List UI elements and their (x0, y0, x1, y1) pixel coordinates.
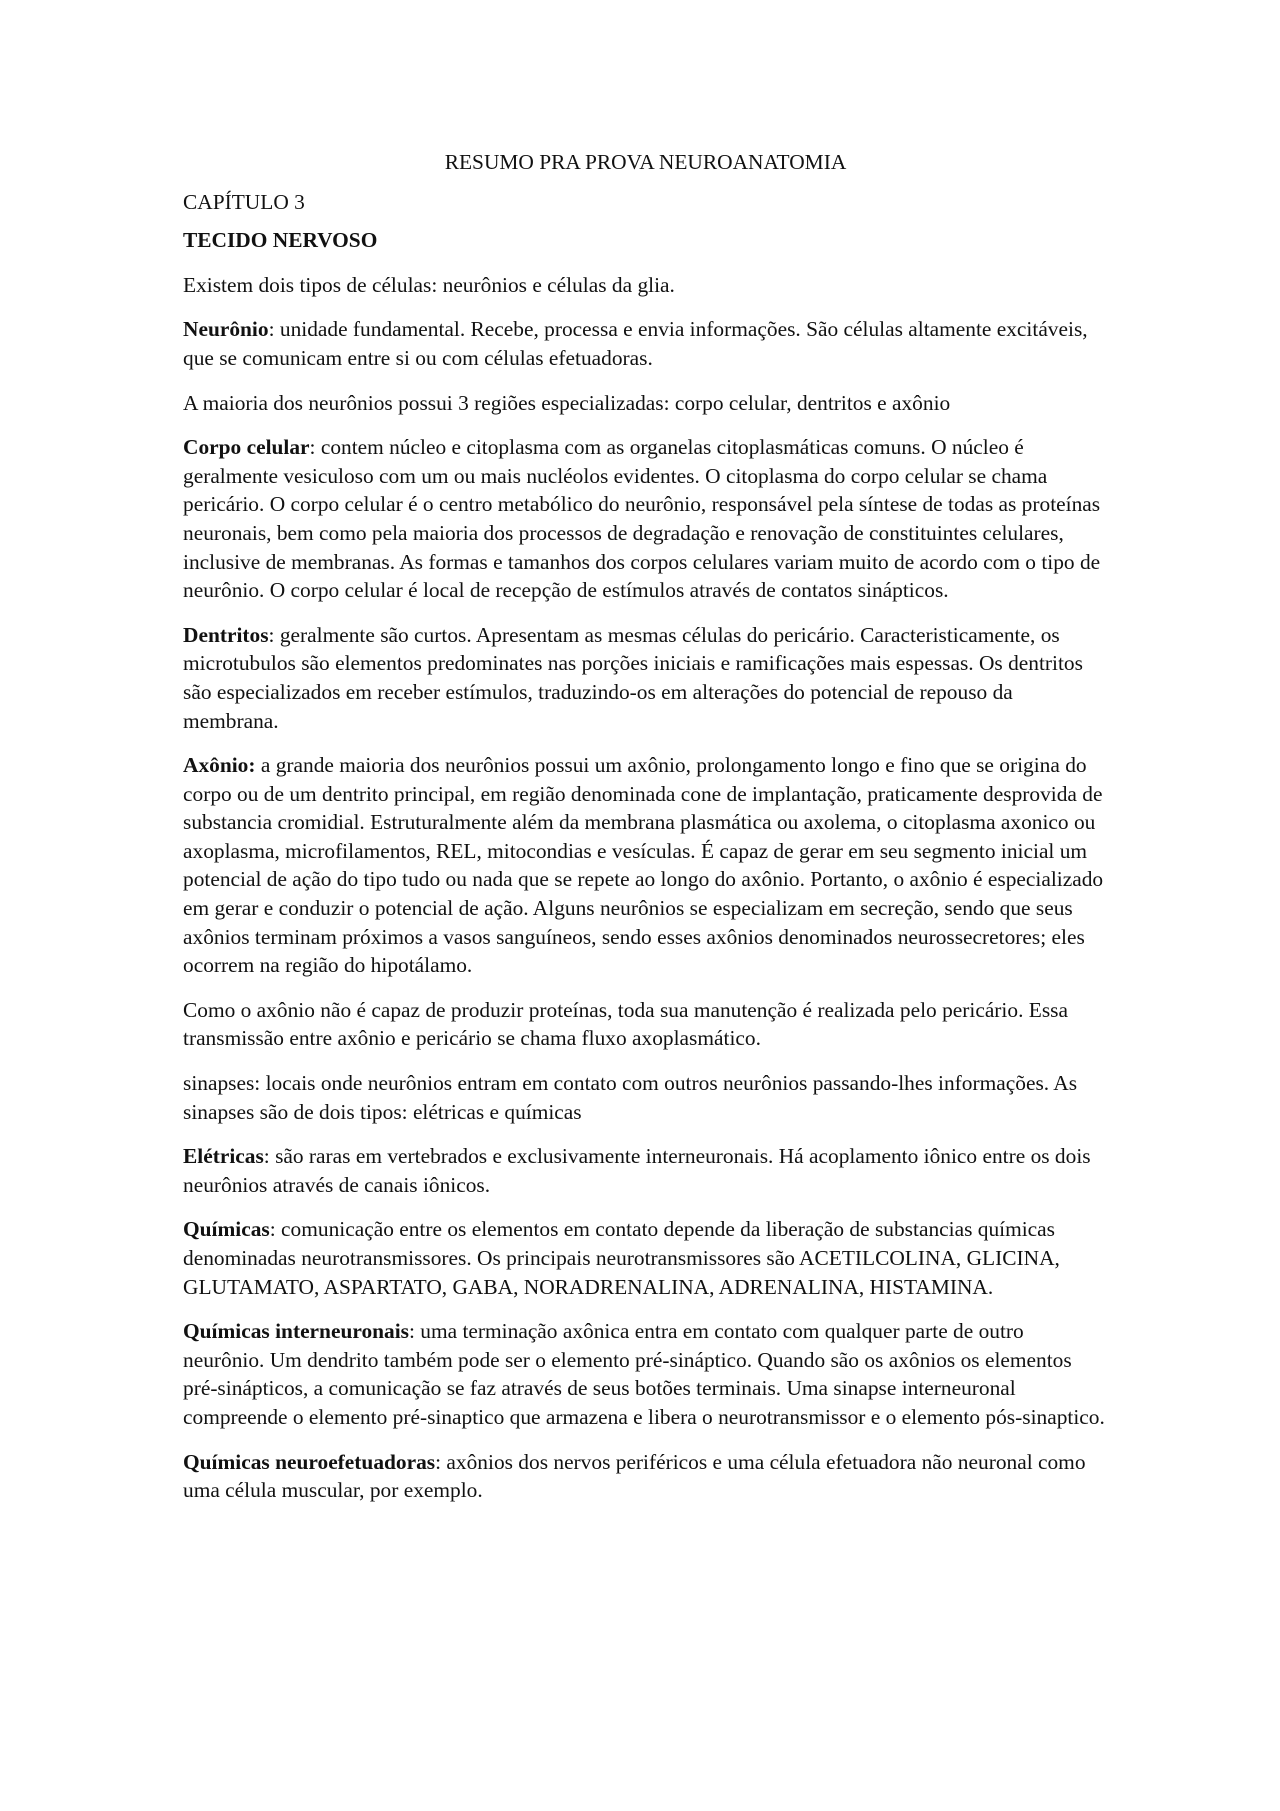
paragraph-term: Axônio: (183, 753, 256, 778)
paragraph-quimicas-neuroefetuadoras (183, 1448, 1108, 1505)
chapter-label: CAPÍTULO 3 (183, 189, 305, 214)
paragraph-sinapses (183, 1069, 1108, 1126)
paragraph-fluxo-axoplasmatico (183, 996, 1108, 1053)
paragraph-text: sinapses: locais onde neurônios entram em contato com outros neurônios passando-lhes informações. As sinapses são de dois tipos: elétricas e químicas (183, 1071, 1078, 1124)
document-body (183, 148, 1108, 1521)
paragraph-text: Como o axônio não é capaz de produzir proteínas, toda sua manutenção é realizada pelo pericário. Essa transmissão entre axônio e pericário se chama fluxo axoplasmático. (183, 997, 1068, 1051)
paragraph-term: Elétricas (183, 1144, 264, 1169)
paragraph-text: : geralmente são curtos. Apresentam as mesmas células do pericário. Caracteristicamente, os microtubulos são elementos predominates nas porções iniciais e ramificações mais espessas. Os dentritos são especializados em receber estímulos, traduzindo-os em alterações do potencial de repouso da membrana. (183, 622, 1083, 733)
paragraph-text: a grande maioria dos neurônios possui um axônio, prolongamento longo e fino que se origina do corpo ou de um dentrito principal, em região denominada cone de implantação, praticamente desprovida de substancia cromidial. Estruturalmente além da membrana plasmática ou axolema, o citoplasma axonico ou axoplasma, microfilamentos, REL, mitocondias e vesículas. É capaz de gerar em seu segmento inicial um potencial de ação do tipo tudo ou nada que se repete ao longo do axônio. Portanto, o axônio é especializado em gerar e conduzir o potencial de ação. Alguns neurônios se especializam em secreção, sendo que seus axônios terminam próximos a vasos sanguíneos, sendo esses axônios denominados neurossecretores; eles ocorrem na região do hipotálamo. (183, 753, 1104, 978)
paragraph-cell-types (183, 271, 1108, 300)
paragraph-quimicas (183, 1215, 1108, 1301)
paragraph-text: : uma terminação axônica entra em contato com qualquer parte de outro neurônio. Um dendrito também pode ser o elemento pré-sináptico. Quando são os axônios os elementos pré-sinápticos, a comunicação se faz através de seus botões terminais. Uma sinapse interneuronal compreende o elemento pré-sinaptico que armazena e libera o neurotransmissor e o elemento pós-sinaptico. (183, 1319, 1105, 1429)
paragraph-term: Dentritos (183, 622, 269, 647)
paragraph-term: Químicas (183, 1217, 270, 1242)
paragraph-text: : comunicação entre os elementos em contato depende da liberação de substancias químicas denominadas neurotransmissores. Os principais neurotransmissores são ACETILCOLINA, GLICINA, GLUTAMATO, ASPARTATO, GABA, NORADRENALINA, ADRENALINA, HISTAMINA. (183, 1217, 1060, 1299)
paragraph-corpo-celular (183, 433, 1108, 605)
paragraph-term: Neurônio (183, 317, 269, 342)
paragraph-neuronio (183, 315, 1108, 372)
paragraph-term: Químicas interneuronais (183, 1319, 410, 1344)
paragraph-text: A maioria dos neurônios possui 3 regiões especializadas: corpo celular, dentritos e axônio (183, 390, 951, 415)
paragraph-axonio (183, 751, 1108, 980)
paragraph-dentritos (183, 621, 1108, 735)
paragraph-quimicas-interneuronais (183, 1317, 1108, 1431)
paragraph-text: : axônios dos nervos periféricos e uma célula efetuadora não neuronal como uma célula muscular, por exemplo. (183, 1449, 1086, 1503)
section-heading: TECIDO NERVOSO (183, 228, 378, 253)
paragraph-term: Químicas neuroefetuadoras (183, 1449, 436, 1474)
paragraph-text: : unidade fundamental. Recebe, processa e envia informações. São células altamente excitáveis, que se comunicam entre si ou com células efetuadoras. (183, 317, 1088, 370)
paragraph-text: Existem dois tipos de células: neurônios e células da glia. (183, 272, 675, 297)
paragraph-regioes (183, 389, 1108, 418)
paragraph-term: Corpo celular (183, 435, 310, 460)
paragraph-eletricas (183, 1142, 1108, 1199)
paragraph-text: : contem núcleo e citoplasma com as organelas citoplasmáticas comuns. O núcleo é geralmente vesiculoso com um ou mais nucléolos evidentes. O citoplasma do corpo celular se chama pericário. O corpo celular é o centro metabólico do neurônio, responsável pela síntese de todas as proteínas neuronais, bem como pela maioria dos processos de degradação e renovação de constituintes celulares, inclusive de membranas. As formas e tamanhos dos corpos celulares variam muito de acordo com o tipo de neurônio. O corpo celular é local de recepção de estímulos através de contatos sinápticos. (183, 435, 1101, 603)
document-title: RESUMO PRA PROVA NEUROANATOMIA (444, 150, 847, 174)
paragraph-text: : são raras em vertebrados e exclusivamente interneuronais. Há acoplamento iônico entre os dois neurônios através de canais iônicos. (183, 1144, 1091, 1197)
